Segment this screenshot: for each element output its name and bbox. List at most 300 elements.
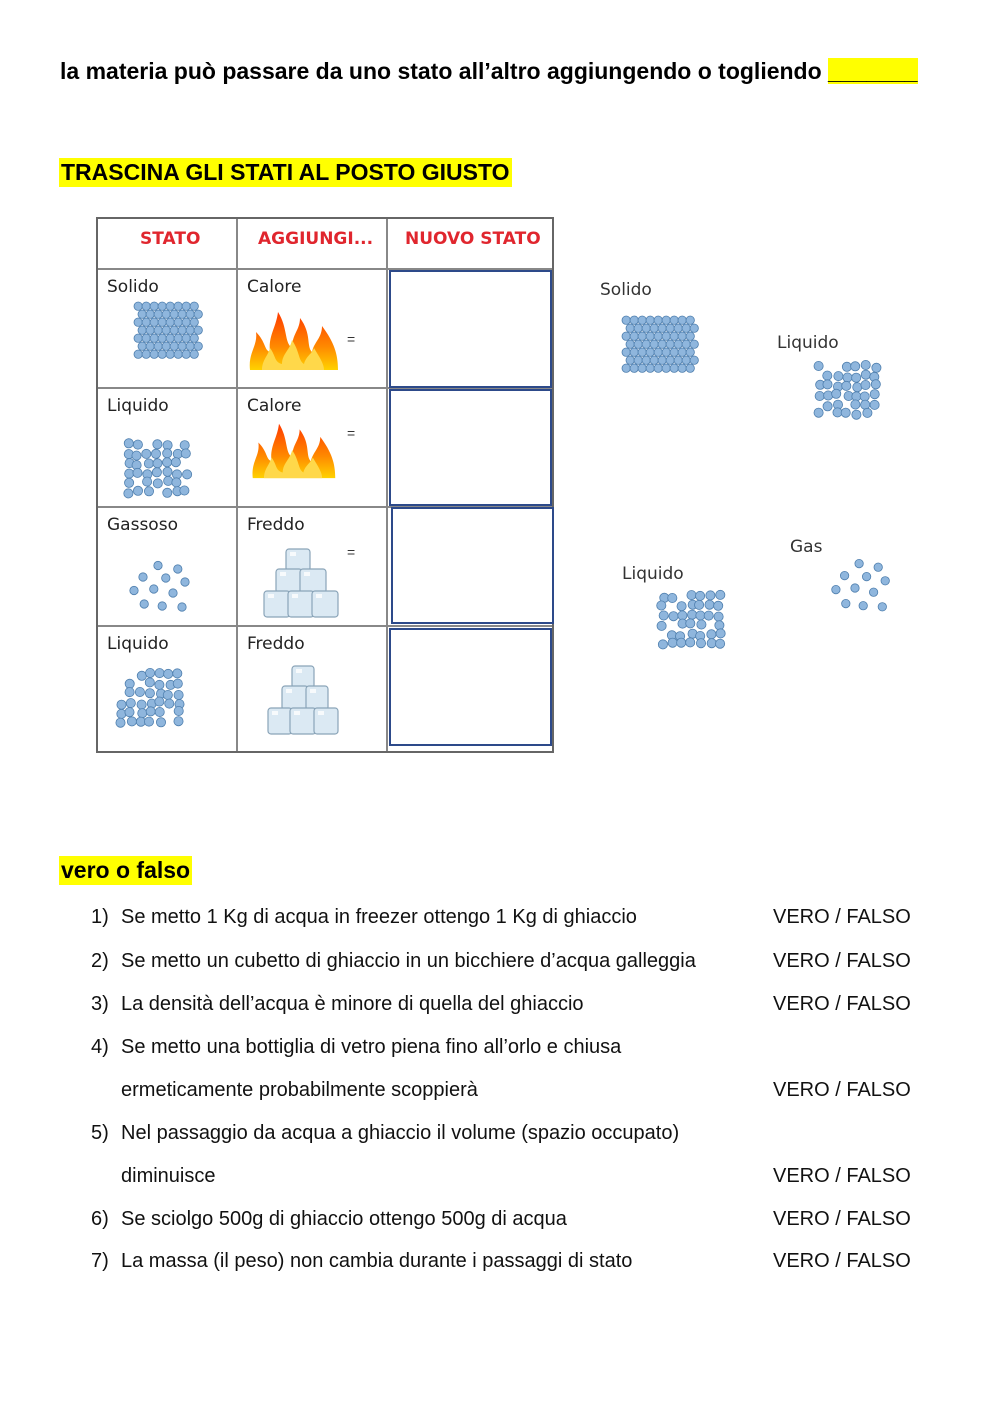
- vf-item-number: 1): [91, 906, 109, 928]
- particle: [855, 559, 863, 567]
- particle: [881, 577, 889, 585]
- particle: [173, 679, 182, 688]
- particle: [662, 364, 670, 372]
- particle: [146, 310, 154, 318]
- particle: [622, 348, 630, 356]
- vf-item-number: 3): [91, 993, 109, 1015]
- particle: [144, 717, 153, 726]
- particle: [126, 699, 135, 708]
- particle: [861, 380, 870, 389]
- particle: [190, 350, 198, 358]
- particle: [150, 350, 158, 358]
- liquid-particles-icon: [124, 440, 194, 502]
- particle: [138, 709, 147, 718]
- particle: [178, 326, 186, 334]
- liquid-particles-icon: [117, 670, 187, 732]
- particle: [678, 364, 686, 372]
- particle: [814, 408, 823, 417]
- particle: [150, 302, 158, 310]
- particle: [646, 364, 654, 372]
- particle: [163, 458, 172, 467]
- particle: [145, 689, 154, 698]
- particle: [869, 588, 877, 596]
- particle: [170, 310, 178, 318]
- row4-add: Freddo: [247, 634, 305, 654]
- particle: [174, 350, 182, 358]
- particle: [169, 589, 177, 597]
- particle: [146, 342, 154, 350]
- particle: [874, 563, 882, 571]
- particle: [155, 697, 164, 706]
- particle: [174, 565, 182, 573]
- vf-item-number: 5): [91, 1122, 109, 1144]
- particle: [638, 364, 646, 372]
- particle: [154, 310, 162, 318]
- particle: [662, 348, 670, 356]
- vf-item-text: La massa (il peso) non cambia durante i passaggi di stato: [121, 1250, 633, 1272]
- particle: [706, 591, 715, 600]
- draggable-label: Solido: [600, 280, 652, 300]
- particle: [688, 610, 697, 619]
- particle: [670, 348, 678, 356]
- particle: [716, 590, 725, 599]
- particle: [678, 348, 686, 356]
- vf-item-continuation: ermeticamente probabilmente scoppierà: [121, 1079, 478, 1101]
- particle: [137, 700, 146, 709]
- particle: [634, 324, 642, 332]
- particle: [134, 318, 142, 326]
- particle: [859, 602, 867, 610]
- vf-section-heading: vero o falso: [61, 857, 191, 883]
- vf-item: [91, 1122, 679, 1145]
- particle: [823, 371, 832, 380]
- particle: [658, 356, 666, 364]
- particle: [682, 356, 690, 364]
- particle: [178, 310, 186, 318]
- draggable-label: Liquido: [622, 564, 684, 584]
- particle: [194, 310, 202, 318]
- drop-zone-row2[interactable]: [389, 389, 552, 506]
- draggable-label: Gas: [790, 537, 823, 557]
- particle: [657, 621, 666, 630]
- header-aggiungi: AGGIUNGI...: [258, 229, 374, 249]
- particle: [125, 679, 134, 688]
- particle: [125, 469, 134, 478]
- gas-particles-icon: [126, 558, 196, 618]
- particle: [863, 408, 872, 417]
- particle: [634, 356, 642, 364]
- particle: [630, 316, 638, 324]
- particle: [670, 316, 678, 324]
- particle: [152, 468, 161, 477]
- particle: [190, 334, 198, 342]
- particle: [823, 402, 832, 411]
- particle: [190, 302, 198, 310]
- particle: [707, 630, 716, 639]
- particle: [677, 638, 686, 647]
- title-blank[interactable]: _______: [828, 58, 918, 84]
- particle: [156, 718, 165, 727]
- particle: [654, 332, 662, 340]
- particle: [657, 601, 666, 610]
- particle: [190, 318, 198, 326]
- particle: [690, 340, 698, 348]
- ice-cubes-icon: [262, 662, 352, 736]
- particle: [697, 620, 706, 629]
- particle: [666, 340, 674, 348]
- particle: [138, 342, 146, 350]
- row2-add: Calore: [247, 396, 302, 416]
- particle: [695, 600, 704, 609]
- particle: [134, 350, 142, 358]
- vf-answer[interactable]: VERO / FALSO: [773, 950, 911, 972]
- row2-state: Liquido: [107, 396, 169, 416]
- particle: [690, 324, 698, 332]
- particle: [186, 326, 194, 334]
- vf-item-number: 7): [91, 1250, 109, 1272]
- particle: [144, 459, 153, 468]
- particle: [622, 332, 630, 340]
- particle: [626, 340, 634, 348]
- particle: [670, 364, 678, 372]
- particle: [638, 348, 646, 356]
- solid-particles-icon: [134, 302, 206, 364]
- gas-particles-icon: [828, 556, 896, 618]
- particle: [155, 669, 164, 678]
- vf-item: [91, 1036, 621, 1059]
- particle: [153, 479, 162, 488]
- header-stato: STATO: [140, 229, 201, 249]
- particle: [659, 611, 668, 620]
- particle: [646, 332, 654, 340]
- particle: [630, 348, 638, 356]
- particle: [686, 364, 694, 372]
- table-divider: [236, 219, 238, 751]
- particle: [182, 302, 190, 310]
- particle: [634, 340, 642, 348]
- particle: [662, 316, 670, 324]
- particle: [164, 476, 173, 485]
- particle: [658, 340, 666, 348]
- particle: [626, 356, 634, 364]
- particle: [677, 602, 686, 611]
- vf-answer[interactable]: VERO / FALSO: [773, 906, 911, 928]
- particle: [150, 334, 158, 342]
- page-title: [60, 58, 918, 85]
- particle: [132, 451, 141, 460]
- particle: [146, 326, 154, 334]
- particle: [824, 391, 833, 400]
- particle: [146, 668, 155, 677]
- particle: [852, 373, 861, 382]
- vf-answer[interactable]: VERO / FALSO: [773, 1165, 911, 1187]
- drop-zone-row4[interactable]: [389, 628, 552, 746]
- particle: [134, 334, 142, 342]
- particle: [154, 342, 162, 350]
- vf-item-number: 6): [91, 1208, 109, 1230]
- vf-answer[interactable]: VERO / FALSO: [773, 1208, 911, 1230]
- particle: [832, 389, 841, 398]
- particle: [178, 342, 186, 350]
- particle: [166, 302, 174, 310]
- drop-zone-row3[interactable]: [391, 507, 554, 624]
- row2-equals: =: [347, 425, 356, 441]
- particle: [140, 600, 148, 608]
- particle: [674, 324, 682, 332]
- particle: [150, 318, 158, 326]
- liquid-particles-icon: [814, 362, 888, 426]
- particle: [155, 680, 164, 689]
- particle: [124, 489, 133, 498]
- particle: [642, 356, 650, 364]
- particle: [650, 340, 658, 348]
- particle: [716, 629, 725, 638]
- particle: [142, 350, 150, 358]
- particle: [851, 400, 860, 409]
- fire-icon: [248, 420, 340, 480]
- particle: [658, 640, 667, 649]
- particle: [654, 364, 662, 372]
- vf-item-number: 2): [91, 950, 109, 972]
- particle: [127, 717, 136, 726]
- particle: [124, 439, 133, 448]
- particle: [125, 688, 134, 697]
- particle: [668, 638, 677, 647]
- particle: [861, 400, 870, 409]
- particle: [696, 591, 705, 600]
- particle: [170, 342, 178, 350]
- particle: [654, 348, 662, 356]
- particle: [878, 603, 886, 611]
- particle: [166, 318, 174, 326]
- particle: [142, 334, 150, 342]
- particle: [669, 612, 678, 621]
- particle: [174, 690, 183, 699]
- particle: [642, 324, 650, 332]
- particle: [180, 441, 189, 450]
- particle: [194, 342, 202, 350]
- row1-add: Calore: [247, 277, 302, 297]
- particle: [162, 326, 170, 334]
- vf-answer[interactable]: VERO / FALSO: [773, 1250, 911, 1272]
- particle: [834, 372, 843, 381]
- particle: [162, 342, 170, 350]
- particle: [133, 486, 142, 495]
- particle: [162, 310, 170, 318]
- particle: [166, 350, 174, 358]
- particle: [622, 364, 630, 372]
- particle: [674, 340, 682, 348]
- particle: [851, 362, 860, 371]
- vf-item-text: La densità dell’acqua è minore di quella del ghiaccio: [121, 993, 584, 1015]
- particle: [170, 326, 178, 334]
- particle: [707, 639, 716, 648]
- drop-zone-row1[interactable]: [389, 270, 552, 388]
- particle: [686, 332, 694, 340]
- particle: [842, 381, 851, 390]
- particle: [622, 316, 630, 324]
- particle: [861, 360, 870, 369]
- particle: [142, 449, 151, 458]
- particle: [174, 302, 182, 310]
- row3-state: Gassoso: [107, 515, 178, 535]
- particle: [145, 678, 154, 687]
- particle: [642, 340, 650, 348]
- particle: [116, 718, 125, 727]
- particle: [153, 459, 162, 468]
- particle: [146, 707, 155, 716]
- particle: [142, 318, 150, 326]
- particle: [682, 340, 690, 348]
- draggable-label: Liquido: [777, 333, 839, 353]
- table-divider: [386, 219, 388, 751]
- particle: [125, 708, 134, 717]
- particle: [823, 380, 832, 389]
- particle: [650, 324, 658, 332]
- particle: [862, 572, 870, 580]
- particle: [133, 468, 142, 477]
- particle: [144, 487, 153, 496]
- particle: [180, 486, 189, 495]
- particle: [163, 467, 172, 476]
- particle: [666, 324, 674, 332]
- particle: [182, 318, 190, 326]
- particle: [630, 364, 638, 372]
- particle: [166, 334, 174, 342]
- particle: [860, 392, 869, 401]
- particle: [638, 332, 646, 340]
- particle: [158, 334, 166, 342]
- particle: [151, 449, 160, 458]
- particle: [666, 356, 674, 364]
- particle: [186, 310, 194, 318]
- drag-section-heading: TRASCINA GLI STATI AL POSTO GIUSTO: [61, 159, 510, 185]
- particle: [163, 690, 172, 699]
- particle: [696, 639, 705, 648]
- table-divider: [98, 625, 552, 627]
- particle: [853, 383, 862, 392]
- row3-equals: =: [347, 544, 356, 560]
- particle: [117, 709, 126, 718]
- particle: [155, 707, 164, 716]
- particle: [815, 391, 824, 400]
- particle: [715, 621, 724, 630]
- particle: [840, 571, 848, 579]
- vf-item: [91, 993, 584, 1016]
- solid-particles-icon: [622, 316, 702, 380]
- particle: [842, 599, 850, 607]
- particle: [714, 601, 723, 610]
- vf-item: [91, 906, 637, 929]
- particle: [172, 478, 181, 487]
- particle: [163, 449, 172, 458]
- particle: [843, 373, 852, 382]
- particle: [139, 573, 147, 581]
- vf-answer[interactable]: VERO / FALSO: [773, 993, 911, 1015]
- particle: [832, 585, 840, 593]
- vf-item-text: Se sciolgo 500g di ghiaccio ottengo 500g di acqua: [121, 1208, 567, 1230]
- vf-item: [91, 1250, 632, 1273]
- particle: [687, 591, 696, 600]
- particle: [682, 324, 690, 332]
- particle: [138, 326, 146, 334]
- particle: [690, 356, 698, 364]
- header-nuovo-stato: NUOVO STATO: [405, 229, 541, 249]
- vf-item-continuation: diminuisce: [121, 1165, 216, 1187]
- particle: [174, 334, 182, 342]
- fire-icon: [248, 308, 340, 372]
- particle: [686, 316, 694, 324]
- particle: [142, 302, 150, 310]
- particle: [626, 324, 634, 332]
- particle: [125, 478, 134, 487]
- particle: [705, 600, 714, 609]
- particle: [163, 488, 172, 497]
- particle: [646, 316, 654, 324]
- particle: [153, 440, 162, 449]
- particle: [870, 390, 879, 399]
- particle: [165, 699, 174, 708]
- particle: [686, 619, 695, 628]
- particle: [630, 332, 638, 340]
- particle: [674, 356, 682, 364]
- row1-equals: =: [347, 331, 356, 347]
- particle: [670, 332, 678, 340]
- row1-state: Solido: [107, 277, 159, 297]
- particle: [841, 408, 850, 417]
- particle: [696, 611, 705, 620]
- particle: [654, 316, 662, 324]
- particle: [182, 334, 190, 342]
- particle: [704, 611, 713, 620]
- particle: [174, 318, 182, 326]
- particle: [181, 578, 189, 586]
- particle: [686, 348, 694, 356]
- vf-answer[interactable]: VERO / FALSO: [773, 1079, 911, 1101]
- particle: [183, 470, 192, 479]
- vf-item: [91, 950, 696, 973]
- particle: [872, 363, 881, 372]
- particle: [716, 639, 725, 648]
- particle: [171, 458, 180, 467]
- particle: [173, 669, 182, 678]
- particle: [178, 603, 186, 611]
- particle: [134, 302, 142, 310]
- particle: [158, 318, 166, 326]
- particle: [158, 602, 166, 610]
- particle: [143, 477, 152, 486]
- vf-item-number: 4): [91, 1036, 109, 1058]
- particle: [164, 669, 173, 678]
- particle: [658, 324, 666, 332]
- particle: [646, 348, 654, 356]
- particle: [174, 717, 183, 726]
- particle: [158, 350, 166, 358]
- particle: [842, 362, 851, 371]
- particle: [871, 380, 880, 389]
- particle: [638, 316, 646, 324]
- particle: [668, 593, 677, 602]
- particle: [150, 585, 158, 593]
- particle: [714, 612, 723, 621]
- particle: [181, 449, 190, 458]
- particle: [117, 700, 126, 709]
- title-text: la materia può passare da uno stato all’altro aggiungendo o togliendo: [60, 58, 822, 84]
- vf-item-text: Se metto un cubetto di ghiaccio in un bicchiere d’acqua galleggia: [121, 950, 696, 972]
- particle: [174, 706, 183, 715]
- particle: [137, 671, 146, 680]
- particle: [154, 326, 162, 334]
